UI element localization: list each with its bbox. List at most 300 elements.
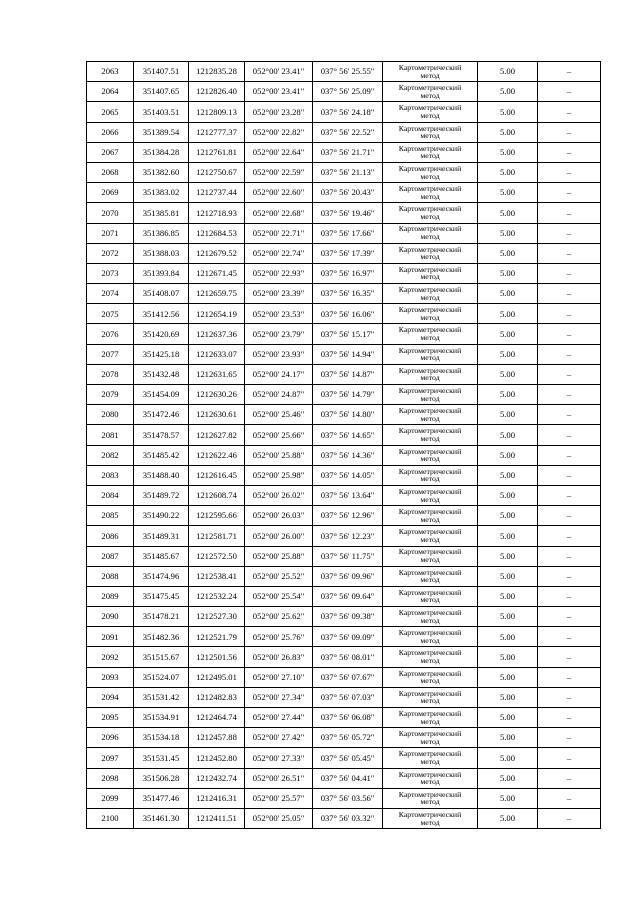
method-label-line2: метод — [420, 110, 440, 120]
table-row — [87, 526, 601, 546]
method-cell — [383, 82, 478, 102]
table-row — [87, 142, 601, 162]
longitude-cell: 037° 56' 03.56" — [313, 788, 383, 808]
method-label-line2: метод — [420, 353, 440, 363]
table-row — [87, 465, 601, 485]
method-label-line1: Картометрический — [398, 688, 462, 698]
longitude-cell: 037° 56' 05.72" — [313, 728, 383, 748]
method-label-line1: Картометрический — [398, 749, 462, 759]
method-label-line1: Картометрический — [398, 103, 462, 113]
description-cell: – — [538, 627, 601, 647]
coord-x-cell: 351407.51 — [134, 62, 189, 82]
coord-y-cell: 1212659.75 — [189, 284, 245, 304]
latitude-cell: 052°00' 23.28" — [245, 102, 313, 122]
latitude-cell: 052°00' 22.82" — [245, 122, 313, 142]
accuracy-cell: 5.00 — [478, 405, 538, 425]
point-number-cell: 2075 — [87, 304, 134, 324]
method-label-line1: Картометрический — [398, 204, 462, 214]
coord-x-cell: 351478.21 — [134, 607, 189, 627]
method-label-line2: метод — [420, 171, 440, 181]
point-number-cell: 2063 — [87, 62, 134, 82]
description-cell: – — [538, 304, 601, 324]
longitude-cell: 037° 56' 09.38" — [313, 607, 383, 627]
point-number-cell: 2073 — [87, 263, 134, 283]
coord-x-cell: 351383.02 — [134, 183, 189, 203]
method-label-line1: Картометрический — [398, 587, 462, 597]
method-cell — [383, 243, 478, 263]
accuracy-cell: 5.00 — [478, 304, 538, 324]
coord-x-cell: 351408.07 — [134, 284, 189, 304]
method-label-line2: метод — [420, 232, 440, 242]
longitude-cell: 037° 56' 08.01" — [313, 647, 383, 667]
method-label-line2: метод — [420, 555, 440, 565]
longitude-cell: 037° 56' 14.80" — [313, 405, 383, 425]
point-number-cell: 2090 — [87, 607, 134, 627]
coord-y-cell: 1212761.81 — [189, 142, 245, 162]
latitude-cell: 052°00' 25.62" — [245, 607, 313, 627]
method-cell — [383, 586, 478, 606]
method-label-line2: метод — [420, 676, 440, 686]
longitude-cell: 037° 56' 09.64" — [313, 586, 383, 606]
method-cell — [383, 445, 478, 465]
point-number-cell: 2079 — [87, 385, 134, 405]
longitude-cell: 037° 56' 17.66" — [313, 223, 383, 243]
method-label-line1: Картометрический — [398, 224, 462, 234]
method-cell — [383, 667, 478, 687]
coord-x-cell: 351432.48 — [134, 364, 189, 384]
point-number-cell: 2093 — [87, 667, 134, 687]
point-number-cell: 2067 — [87, 142, 134, 162]
latitude-cell: 052°00' 26.83" — [245, 647, 313, 667]
coord-y-cell: 1212595.66 — [189, 506, 245, 526]
coord-x-cell: 351488.40 — [134, 465, 189, 485]
accuracy-cell: 5.00 — [478, 183, 538, 203]
coord-y-cell: 1212464.74 — [189, 708, 245, 728]
coord-x-cell: 351412.56 — [134, 304, 189, 324]
method-label-line1: Картометрический — [398, 184, 462, 194]
table-row — [87, 546, 601, 566]
method-label-line2: метод — [420, 211, 440, 221]
coord-x-cell: 351490.22 — [134, 506, 189, 526]
method-label-line1: Картометрический — [398, 789, 462, 799]
coord-x-cell: 351386.85 — [134, 223, 189, 243]
method-label-line2: метод — [420, 413, 440, 423]
method-cell — [383, 728, 478, 748]
point-number-cell: 2076 — [87, 324, 134, 344]
longitude-cell: 037° 56' 14.05" — [313, 465, 383, 485]
accuracy-cell: 5.00 — [478, 62, 538, 82]
description-cell: – — [538, 324, 601, 344]
method-cell — [383, 566, 478, 586]
method-label-line1: Картометрический — [398, 123, 462, 133]
longitude-cell: 037° 56' 25.55" — [313, 62, 383, 82]
point-number-cell: 2085 — [87, 506, 134, 526]
method-label-line2: метод — [420, 595, 440, 605]
method-label-line2: метод — [420, 797, 440, 807]
table-row — [87, 344, 601, 364]
coord-y-cell: 1212750.67 — [189, 162, 245, 182]
coord-y-cell: 1212684.53 — [189, 223, 245, 243]
coord-y-cell: 1212630.26 — [189, 385, 245, 405]
point-number-cell: 2071 — [87, 223, 134, 243]
point-number-cell: 2084 — [87, 485, 134, 505]
latitude-cell: 052°00' 25.76" — [245, 627, 313, 647]
description-cell: – — [538, 385, 601, 405]
coord-y-cell: 1212538.41 — [189, 566, 245, 586]
accuracy-cell: 5.00 — [478, 344, 538, 364]
longitude-cell: 037° 56' 07.67" — [313, 667, 383, 687]
coord-y-cell: 1212527.30 — [189, 607, 245, 627]
longitude-cell: 037° 56' 05.45" — [313, 748, 383, 768]
latitude-cell: 052°00' 23.39" — [245, 284, 313, 304]
coord-x-cell: 351403.51 — [134, 102, 189, 122]
coord-x-cell: 351534.91 — [134, 708, 189, 728]
coord-y-cell: 1212630.61 — [189, 405, 245, 425]
point-number-cell: 2086 — [87, 526, 134, 546]
table-row — [87, 62, 601, 82]
coord-x-cell: 351388.03 — [134, 243, 189, 263]
latitude-cell: 052°00' 27.34" — [245, 687, 313, 707]
table-row — [87, 607, 601, 627]
table-row — [87, 687, 601, 707]
method-label-line2: метод — [420, 716, 440, 726]
method-label-line1: Картометрический — [398, 466, 462, 476]
coord-x-cell: 351534.18 — [134, 728, 189, 748]
latitude-cell: 052°00' 25.46" — [245, 405, 313, 425]
method-label-line1: Картометрический — [398, 769, 462, 779]
coord-x-cell: 351425.18 — [134, 344, 189, 364]
accuracy-cell: 5.00 — [478, 385, 538, 405]
method-label-line2: метод — [420, 474, 440, 484]
latitude-cell: 052°00' 22.59" — [245, 162, 313, 182]
description-cell: – — [538, 586, 601, 606]
method-label-line2: метод — [420, 272, 440, 282]
coord-y-cell: 1212637.36 — [189, 324, 245, 344]
point-number-cell: 2087 — [87, 546, 134, 566]
point-number-cell: 2095 — [87, 708, 134, 728]
accuracy-cell: 5.00 — [478, 647, 538, 667]
coord-x-cell: 351382.60 — [134, 162, 189, 182]
longitude-cell: 037° 56' 14.65" — [313, 425, 383, 445]
latitude-cell: 052°00' 25.88" — [245, 445, 313, 465]
method-label-line2: метод — [420, 696, 440, 706]
description-cell: – — [538, 223, 601, 243]
latitude-cell: 052°00' 25.66" — [245, 425, 313, 445]
point-number-cell: 2094 — [87, 687, 134, 707]
method-label-line1: Картометрический — [398, 708, 462, 718]
description-cell: – — [538, 263, 601, 283]
method-label-line1: Картометрический — [398, 809, 462, 819]
accuracy-cell: 5.00 — [478, 526, 538, 546]
coord-y-cell: 1212627.82 — [189, 425, 245, 445]
method-cell — [383, 687, 478, 707]
description-cell: – — [538, 808, 601, 828]
description-cell: – — [538, 607, 601, 627]
method-label-line1: Картометрический — [398, 385, 462, 395]
longitude-cell: 037° 56' 11.75" — [313, 546, 383, 566]
method-cell — [383, 708, 478, 728]
coord-y-cell: 1212495.01 — [189, 667, 245, 687]
coord-x-cell: 351420.69 — [134, 324, 189, 344]
coord-x-cell: 351478.57 — [134, 425, 189, 445]
coord-y-cell: 1212572.50 — [189, 546, 245, 566]
table-row — [87, 183, 601, 203]
table-row — [87, 405, 601, 425]
table-row — [87, 708, 601, 728]
method-label-line1: Картометрический — [398, 163, 462, 173]
method-label-line1: Картометрический — [398, 143, 462, 153]
description-cell: – — [538, 243, 601, 263]
method-cell — [383, 485, 478, 505]
accuracy-cell: 5.00 — [478, 728, 538, 748]
method-cell — [383, 102, 478, 122]
method-label-line1: Картометрический — [398, 244, 462, 254]
coord-y-cell: 1212521.79 — [189, 627, 245, 647]
description-cell: – — [538, 687, 601, 707]
longitude-cell: 037° 56' 14.87" — [313, 364, 383, 384]
accuracy-cell: 5.00 — [478, 162, 538, 182]
point-number-cell: 2098 — [87, 768, 134, 788]
coord-y-cell: 1212671.45 — [189, 263, 245, 283]
point-number-cell: 2078 — [87, 364, 134, 384]
accuracy-cell: 5.00 — [478, 223, 538, 243]
method-label-line2: метод — [420, 736, 440, 746]
description-cell: – — [538, 667, 601, 687]
accuracy-cell: 5.00 — [478, 748, 538, 768]
latitude-cell: 052°00' 22.71" — [245, 223, 313, 243]
table-row — [87, 627, 601, 647]
accuracy-cell: 5.00 — [478, 667, 538, 687]
longitude-cell: 037° 56' 13.64" — [313, 485, 383, 505]
coord-x-cell: 351475.45 — [134, 586, 189, 606]
accuracy-cell: 5.00 — [478, 566, 538, 586]
method-cell — [383, 607, 478, 627]
description-cell: – — [538, 62, 601, 82]
method-label-line2: метод — [420, 656, 440, 666]
table-row — [87, 122, 601, 142]
accuracy-cell: 5.00 — [478, 203, 538, 223]
method-label-line2: метод — [420, 151, 440, 161]
point-number-cell: 2080 — [87, 405, 134, 425]
accuracy-cell: 5.00 — [478, 485, 538, 505]
point-number-cell: 2081 — [87, 425, 134, 445]
description-cell: – — [538, 566, 601, 586]
coord-x-cell: 351461.30 — [134, 808, 189, 828]
longitude-cell: 037° 56' 25.09" — [313, 82, 383, 102]
method-cell — [383, 546, 478, 566]
coord-x-cell: 351524.07 — [134, 667, 189, 687]
coord-x-cell: 351515.67 — [134, 647, 189, 667]
coord-y-cell: 1212631.65 — [189, 364, 245, 384]
accuracy-cell: 5.00 — [478, 324, 538, 344]
method-cell — [383, 768, 478, 788]
latitude-cell: 052°00' 24.87" — [245, 385, 313, 405]
method-label-line1: Картометрический — [398, 446, 462, 456]
method-label-line1: Картометрический — [398, 486, 462, 496]
description-cell: – — [538, 708, 601, 728]
coord-y-cell: 1212416.31 — [189, 788, 245, 808]
description-cell: – — [538, 405, 601, 425]
description-cell: – — [538, 82, 601, 102]
method-label-line2: метод — [420, 756, 440, 766]
table-row — [87, 102, 601, 122]
latitude-cell: 052°00' 27.33" — [245, 748, 313, 768]
method-label-line2: метод — [420, 494, 440, 504]
point-number-cell: 2096 — [87, 728, 134, 748]
coord-x-cell: 351477.46 — [134, 788, 189, 808]
point-number-cell: 2100 — [87, 808, 134, 828]
point-number-cell: 2077 — [87, 344, 134, 364]
method-cell — [383, 405, 478, 425]
method-label-line1: Картометрический — [398, 264, 462, 274]
table-row — [87, 223, 601, 243]
description-cell: – — [538, 748, 601, 768]
accuracy-cell: 5.00 — [478, 82, 538, 102]
longitude-cell: 037° 56' 09.96" — [313, 566, 383, 586]
coord-y-cell: 1212826.40 — [189, 82, 245, 102]
longitude-cell: 037° 56' 12.96" — [313, 506, 383, 526]
coord-y-cell: 1212654.19 — [189, 304, 245, 324]
method-label-line1: Картометрический — [398, 547, 462, 557]
method-label-line2: метод — [420, 393, 440, 403]
latitude-cell: 052°00' 26.02" — [245, 485, 313, 505]
table-row — [87, 324, 601, 344]
method-cell — [383, 142, 478, 162]
latitude-cell: 052°00' 24.17" — [245, 364, 313, 384]
method-label-line1: Картометрический — [398, 325, 462, 335]
table-row — [87, 445, 601, 465]
description-cell: – — [538, 647, 601, 667]
table-row — [87, 788, 601, 808]
coord-x-cell: 351454.09 — [134, 385, 189, 405]
coord-y-cell: 1212581.71 — [189, 526, 245, 546]
method-label-line2: метод — [420, 454, 440, 464]
coord-y-cell: 1212777.37 — [189, 122, 245, 142]
method-cell — [383, 627, 478, 647]
table-row — [87, 647, 601, 667]
table-row — [87, 364, 601, 384]
latitude-cell: 052°00' 25.54" — [245, 586, 313, 606]
latitude-cell: 052°00' 22.93" — [245, 263, 313, 283]
accuracy-cell: 5.00 — [478, 808, 538, 828]
coord-y-cell: 1212452.80 — [189, 748, 245, 768]
coord-y-cell: 1212482.83 — [189, 687, 245, 707]
longitude-cell: 037° 56' 12.23" — [313, 526, 383, 546]
table-row — [87, 728, 601, 748]
coord-y-cell: 1212457.88 — [189, 728, 245, 748]
table-row — [87, 162, 601, 182]
table-row — [87, 667, 601, 687]
coordinates-table — [86, 61, 601, 829]
table-row — [87, 485, 601, 505]
latitude-cell: 052°00' 26.00" — [245, 526, 313, 546]
method-cell — [383, 647, 478, 667]
point-number-cell: 2089 — [87, 586, 134, 606]
method-cell — [383, 526, 478, 546]
method-cell — [383, 465, 478, 485]
description-cell: – — [538, 203, 601, 223]
method-label-line1: Картометрический — [398, 628, 462, 638]
method-cell — [383, 344, 478, 364]
accuracy-cell: 5.00 — [478, 586, 538, 606]
method-label-line2: метод — [420, 90, 440, 100]
method-label-line2: метод — [420, 373, 440, 383]
method-cell — [383, 284, 478, 304]
point-number-cell: 2074 — [87, 284, 134, 304]
accuracy-cell: 5.00 — [478, 788, 538, 808]
method-cell — [383, 162, 478, 182]
method-cell — [383, 122, 478, 142]
point-number-cell: 2083 — [87, 465, 134, 485]
coord-x-cell: 351485.42 — [134, 445, 189, 465]
coord-x-cell: 351472.46 — [134, 405, 189, 425]
method-cell — [383, 385, 478, 405]
method-label-line1: Картометрический — [398, 729, 462, 739]
table-row — [87, 385, 601, 405]
method-label-line2: метод — [420, 131, 440, 141]
latitude-cell: 052°00' 25.98" — [245, 465, 313, 485]
longitude-cell: 037° 56' 22.52" — [313, 122, 383, 142]
longitude-cell: 037° 56' 15.17" — [313, 324, 383, 344]
latitude-cell: 052°00' 25.52" — [245, 566, 313, 586]
coord-x-cell: 351389.54 — [134, 122, 189, 142]
description-cell: – — [538, 485, 601, 505]
coord-x-cell: 351384.28 — [134, 142, 189, 162]
coord-y-cell: 1212835.28 — [189, 62, 245, 82]
description-cell: – — [538, 526, 601, 546]
method-cell — [383, 324, 478, 344]
coord-x-cell: 351531.45 — [134, 748, 189, 768]
longitude-cell: 037° 56' 21.13" — [313, 162, 383, 182]
description-cell: – — [538, 425, 601, 445]
table-row — [87, 808, 601, 828]
description-cell: – — [538, 546, 601, 566]
accuracy-cell: 5.00 — [478, 284, 538, 304]
coord-y-cell: 1212411.51 — [189, 808, 245, 828]
latitude-cell: 052°00' 25.05" — [245, 808, 313, 828]
point-number-cell: 2072 — [87, 243, 134, 263]
accuracy-cell: 5.00 — [478, 465, 538, 485]
accuracy-cell: 5.00 — [478, 708, 538, 728]
description-cell: – — [538, 768, 601, 788]
description-cell: – — [538, 102, 601, 122]
latitude-cell: 052°00' 27.10" — [245, 667, 313, 687]
latitude-cell: 052°00' 26.51" — [245, 768, 313, 788]
method-label-line1: Картометрический — [398, 527, 462, 537]
method-cell — [383, 425, 478, 445]
method-label-line2: метод — [420, 534, 440, 544]
description-cell: – — [538, 728, 601, 748]
longitude-cell: 037° 56' 09.09" — [313, 627, 383, 647]
table-row — [87, 82, 601, 102]
coord-y-cell: 1212532.24 — [189, 586, 245, 606]
method-label-line2: метод — [420, 292, 440, 302]
accuracy-cell: 5.00 — [478, 687, 538, 707]
longitude-cell: 037° 56' 07.03" — [313, 687, 383, 707]
table-row — [87, 586, 601, 606]
longitude-cell: 037° 56' 16.35" — [313, 284, 383, 304]
method-label-line1: Картометрический — [398, 648, 462, 658]
description-cell: – — [538, 344, 601, 364]
method-cell — [383, 788, 478, 808]
coord-x-cell: 351485.67 — [134, 546, 189, 566]
latitude-cell: 052°00' 23.53" — [245, 304, 313, 324]
accuracy-cell: 5.00 — [478, 102, 538, 122]
description-cell: – — [538, 465, 601, 485]
coord-y-cell: 1212432.74 — [189, 768, 245, 788]
method-cell — [383, 808, 478, 828]
table-row — [87, 284, 601, 304]
